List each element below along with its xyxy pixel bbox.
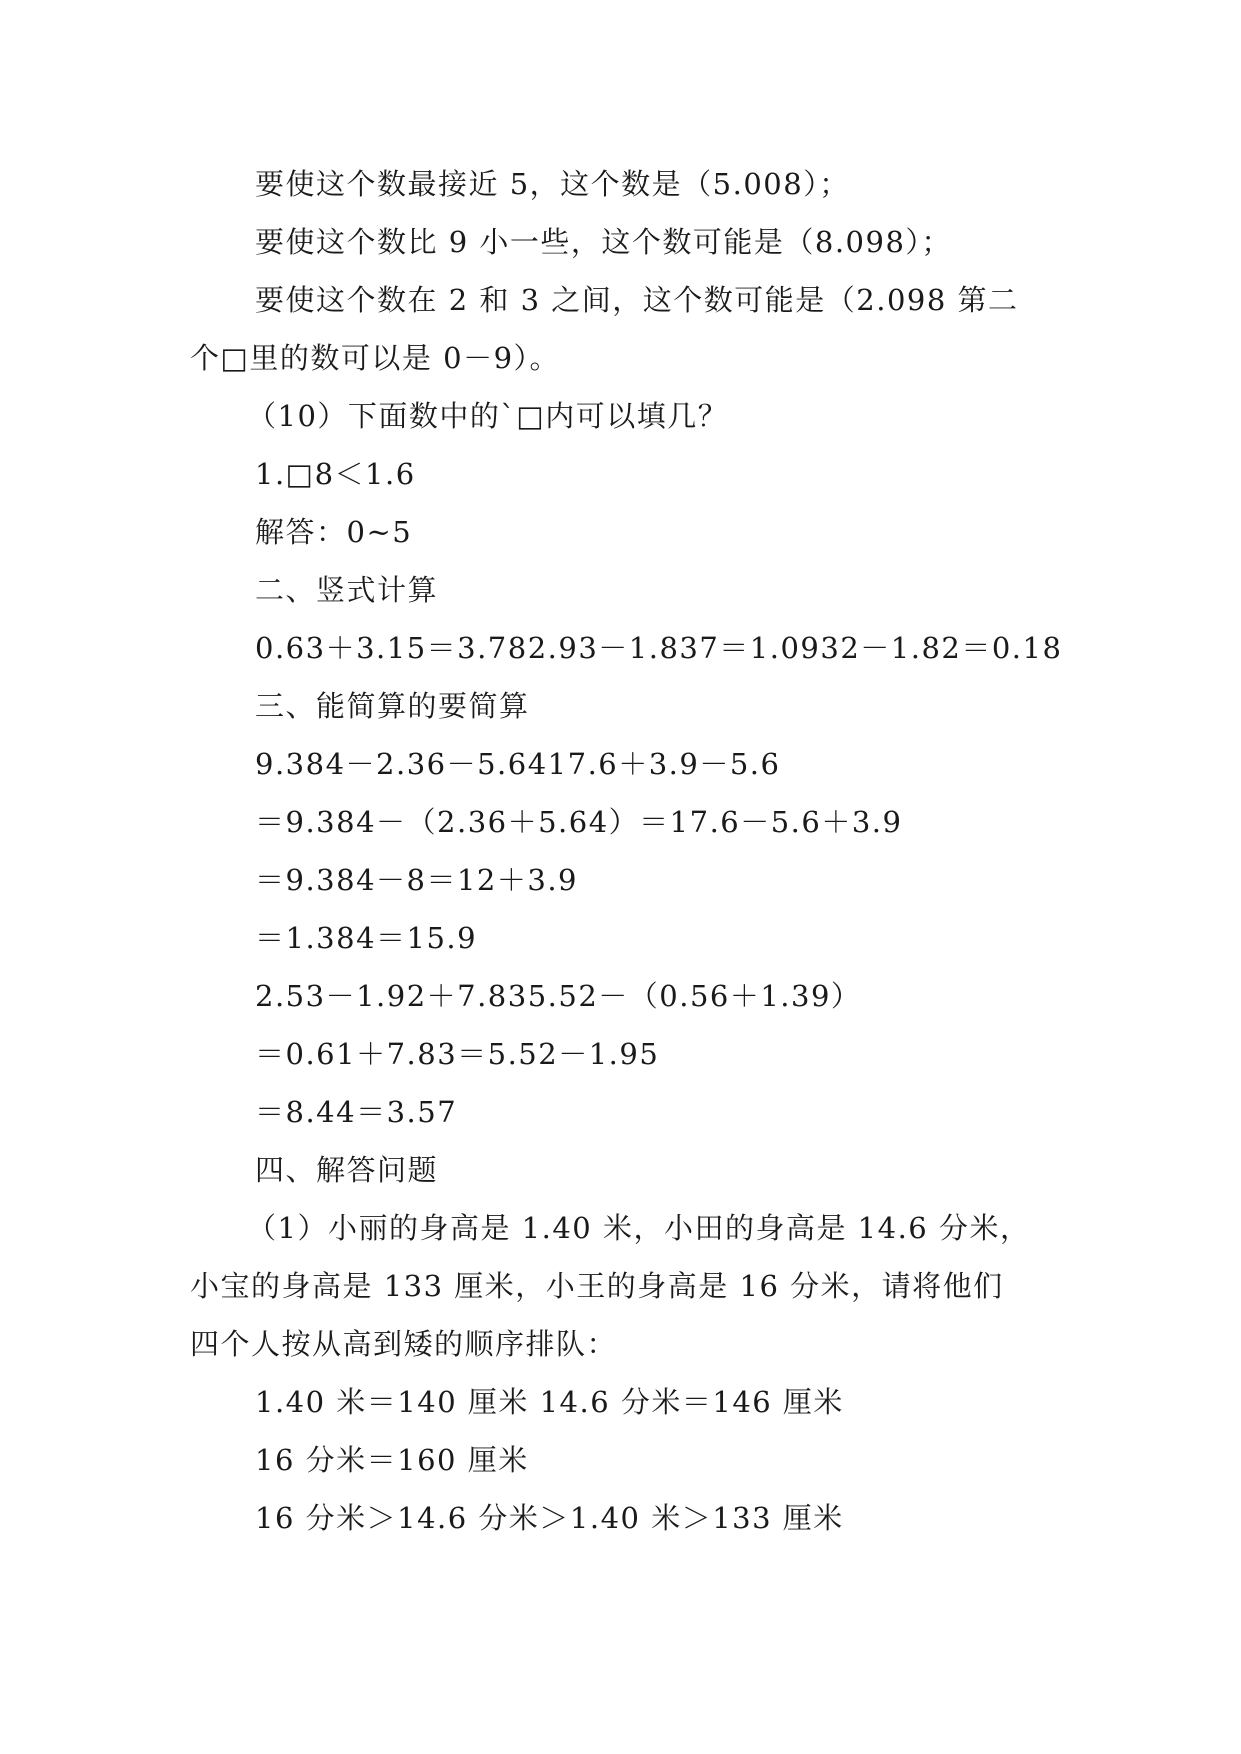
- text-line: 1.□8＜1.6: [255, 457, 416, 491]
- text-line: 1.40 米＝140 厘米 14.6 分米＝146 厘米: [255, 1385, 844, 1419]
- text-line: 要使这个数比 9 小一些，这个数可能是（8.098）；: [255, 225, 952, 259]
- calc-line: ＝1.384＝15.9: [255, 921, 478, 955]
- section-heading: 四、解答问题: [255, 1153, 439, 1187]
- calc-line: ＝9.384－（2.36＋5.64）＝17.6－5.6＋3.9: [255, 805, 903, 839]
- calc-line: 2.53－1.92＋7.835.52－（0.56＋1.39）: [255, 979, 862, 1013]
- text-line: 要使这个数最接近 5，这个数是（5.008）；: [255, 167, 850, 201]
- section-heading: 三、能简算的要简算: [255, 689, 530, 723]
- calc-line: 9.384－2.36－5.6417.6＋3.9－5.6: [255, 747, 781, 781]
- calc-line: ＝8.44＝3.57: [255, 1095, 458, 1129]
- text-line: 16 分米＝160 厘米: [255, 1443, 529, 1477]
- text-line: 四个人按从高到矮的顺序排队：: [190, 1327, 618, 1361]
- text-line: 16 分米＞14.6 分米＞1.40 米＞133 厘米: [255, 1501, 844, 1535]
- question-heading: （1）小丽的身高是 1.40 米，小田的身高是 14.6 分米，: [247, 1211, 1031, 1245]
- calc-line: ＝0.61＋7.83＝5.52－1.95: [255, 1037, 660, 1071]
- text-line: 个□里的数可以是 0－9）。: [190, 341, 561, 375]
- answer-line: 解答：0~5: [255, 515, 413, 549]
- section-heading: 二、竖式计算: [255, 573, 439, 607]
- calc-line: 0.63＋3.15＝3.782.93－1.837＝1.0932－1.82＝0.18: [255, 631, 1063, 665]
- text-line: 小宝的身高是 133 厘米，小王的身高是 16 分米，请将他们: [190, 1269, 1004, 1303]
- calc-line: ＝9.384－8＝12＋3.9: [255, 863, 578, 897]
- text-line: 要使这个数在 2 和 3 之间，这个数可能是（2.098 第二: [255, 283, 1019, 317]
- question-heading: （10）下面数中的`□内可以填几？: [247, 399, 729, 433]
